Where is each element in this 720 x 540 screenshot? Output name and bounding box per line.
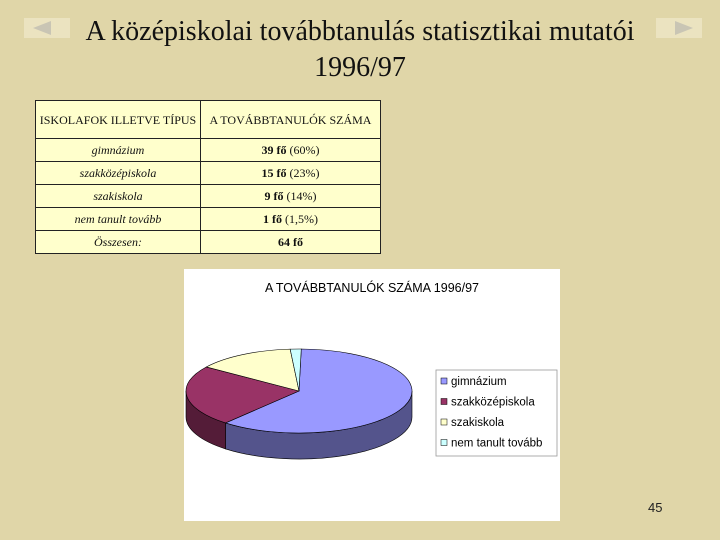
student-count-cell xyxy=(201,208,381,231)
percent-value: (60%) xyxy=(289,142,320,157)
table-row xyxy=(36,208,381,231)
count-value: 1 fő xyxy=(263,211,282,226)
student-count-cell xyxy=(201,185,381,208)
pie-chart-svg xyxy=(184,269,560,521)
student-count-cell xyxy=(201,139,381,162)
count-value: 9 fő xyxy=(264,188,284,203)
legend-label: szakiskola xyxy=(451,417,505,429)
statistics-table xyxy=(35,100,381,254)
student-count-cell xyxy=(201,162,381,185)
count-value: 39 fő xyxy=(261,142,287,157)
total-label-cell: Összesen: xyxy=(36,231,201,254)
count-value: 15 fő xyxy=(261,165,287,180)
legend-label: szakközépiskola xyxy=(451,396,535,409)
next-slide-button[interactable] xyxy=(656,18,702,38)
total-count-cell xyxy=(201,231,381,254)
total-count-value: 64 fő xyxy=(278,234,303,249)
legend-swatch xyxy=(441,378,447,384)
school-type-cell: szakközépiskola xyxy=(36,162,201,185)
table-row xyxy=(36,162,381,185)
table-header-row xyxy=(36,101,381,139)
school-type-cell: nem tanult tovább xyxy=(36,208,201,231)
percent-value: (1,5%) xyxy=(285,211,318,226)
table-row xyxy=(36,185,381,208)
slide-title: A középiskolai továbbtanulás statisztikai mutatói 1996/97 xyxy=(85,16,635,83)
percent-value: (14%) xyxy=(286,188,317,203)
legend-swatch xyxy=(441,440,447,446)
legend-swatch xyxy=(441,419,447,425)
page-number: 45 xyxy=(648,500,663,515)
column-header-type: ISKOLAFOK ILLETVE TÍPUS xyxy=(36,101,201,139)
table-row xyxy=(36,139,381,162)
school-type-cell: gimnázium xyxy=(36,139,201,162)
arrow-right-icon xyxy=(659,20,699,36)
chart-legend xyxy=(436,370,557,456)
table-total-row xyxy=(36,231,381,254)
pie-group xyxy=(186,349,412,459)
pie-chart xyxy=(184,269,560,521)
chart-title: A TOVÁBBTANULÓK SZÁMA 1996/97 xyxy=(265,281,479,295)
column-header-count: A TOVÁBBTANULÓK SZÁMA xyxy=(201,101,381,139)
legend-swatch xyxy=(441,399,447,405)
legend-label: nem tanult tovább xyxy=(451,437,543,450)
school-type-cell: szakiskola xyxy=(36,185,201,208)
percent-value: (23%) xyxy=(289,165,320,180)
legend-label: gimnázium xyxy=(451,376,507,388)
